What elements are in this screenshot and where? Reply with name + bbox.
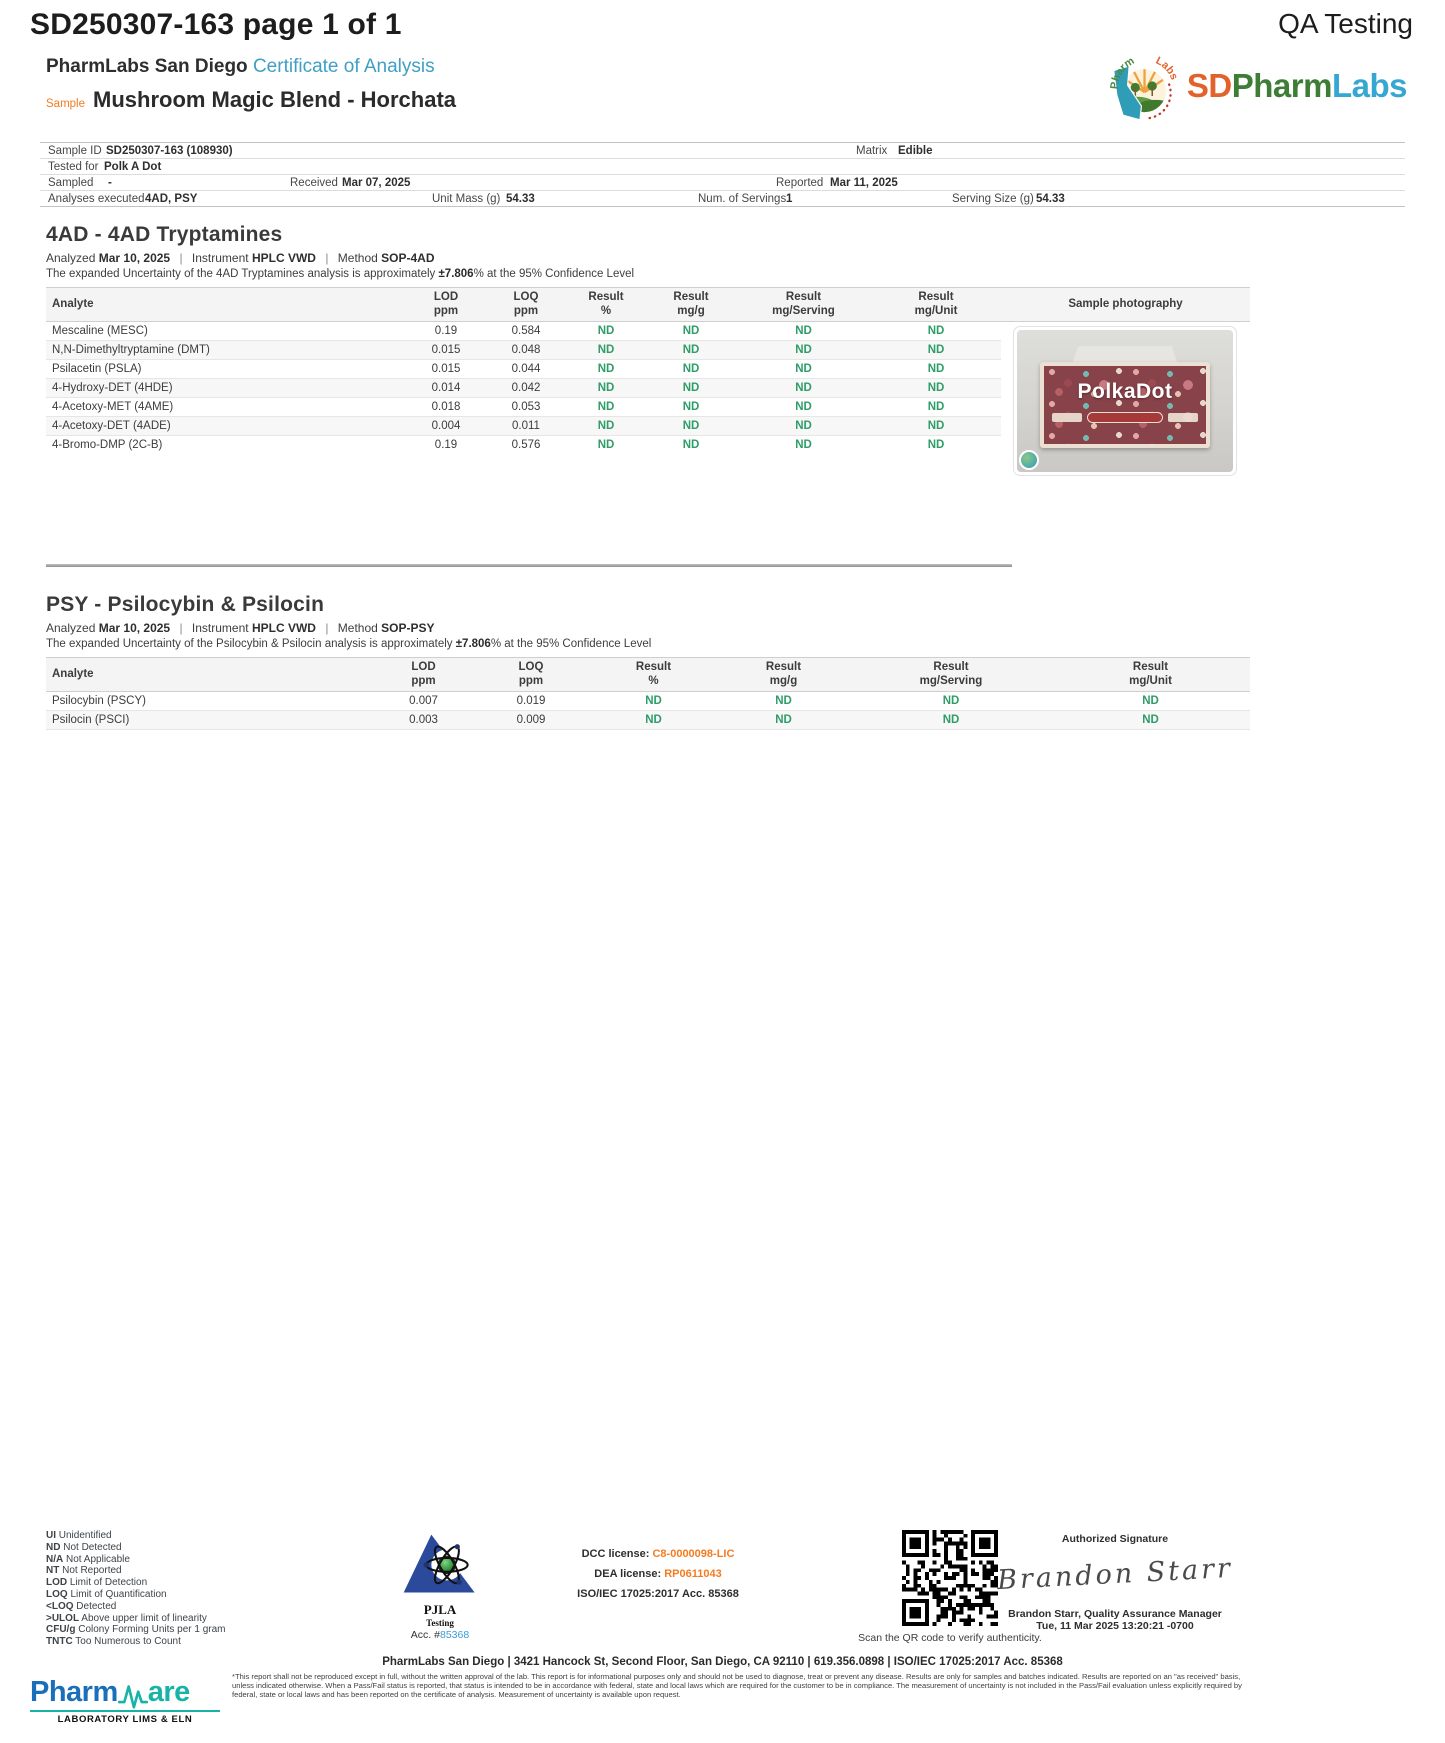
servings-value: 1 [786, 193, 793, 205]
analyte-name: Psilocin (PSCI) [46, 711, 376, 730]
section-psy-uncertainty: The expanded Uncertainty of the Psilocybin & Psilocin analysis is approximately ±7.806% at the 95% Confidence Level [46, 638, 652, 651]
col-result-mg-g: Result mg/g [646, 288, 736, 322]
analyte-row [46, 711, 1250, 730]
col-result-mg-g: Result mg/g [716, 658, 851, 692]
waveform-icon [118, 1683, 148, 1709]
lod-value: 0.007 [376, 692, 471, 711]
unit-mass-value: 54.33 [506, 193, 535, 205]
sample-info-table [40, 142, 1405, 207]
loq-value: 0.011 [486, 417, 566, 436]
pjla-accreditation-number: Acc. #85368 [410, 1629, 470, 1641]
lab-address-line: PharmLabs San Diego | 3421 Hancock St, Second Floor, San Diego, CA 92110 | 619.356.0898 | ISO/IEC 17025:2017 Acc. 85368 [382, 1656, 1063, 1668]
result-percent: ND [566, 417, 646, 436]
col-sample-photography: Sample photography [1001, 288, 1250, 322]
pharmware-logo [30, 1676, 220, 1725]
section-psy-title: PSY - Psilocybin & Psilocin [46, 593, 325, 617]
loq-value: 0.019 [471, 692, 591, 711]
sampled-label: Sampled [48, 177, 94, 189]
qr-code [902, 1530, 998, 1626]
col-lod: LOD ppm [406, 288, 486, 322]
loq-value: 0.584 [486, 322, 566, 341]
legend-item: CFU/g Colony Forming Units per 1 gram [46, 1624, 226, 1636]
loq-value: 0.576 [511, 439, 541, 452]
analyte-name: 4-Acetoxy-MET (4AME) [46, 398, 406, 417]
loq-value: 0.009 [471, 711, 591, 730]
method-value: SOP-4AD [381, 251, 435, 265]
result-mg-g: ND [682, 439, 700, 452]
result-mg-g: ND [646, 417, 736, 436]
result-mg-unit: ND [1051, 692, 1250, 711]
result-mg-serving: ND [851, 692, 1051, 711]
result-mg-unit: ND [871, 398, 1001, 417]
legend-item: N/A Not Applicable [46, 1553, 130, 1565]
servings-label: Num. of Servings [698, 193, 787, 205]
psilocybin-table [46, 657, 1250, 730]
instrument-label: Instrument [191, 621, 249, 636]
result-mg-g: ND [716, 711, 851, 730]
signer-name-title: Brandon Starr, Quality Assurance Manager [1008, 1608, 1222, 1620]
section-psy-meta [46, 621, 1445, 635]
result-mg-serving: ND [795, 439, 812, 452]
result-mg-unit: ND [871, 417, 1001, 436]
reported-label: Reported [776, 177, 824, 189]
loq-value: 0.044 [486, 360, 566, 379]
analyte-name: N,N-Dimethyltryptamine (DMT) [46, 341, 406, 360]
section-psilocybin-psilocin [46, 593, 1445, 730]
abbreviation-legend [46, 1530, 226, 1648]
info-row-dates [40, 175, 1405, 191]
method-label: Method [337, 251, 378, 265]
result-mg-g: ND [716, 692, 851, 711]
svg-text:Labs: Labs [1153, 54, 1181, 82]
section-divider [46, 564, 1012, 567]
qr-caption: Scan the QR code to verify authenticity. [858, 1632, 1042, 1644]
col-result-mg-serving: Result mg/Serving [851, 658, 1051, 692]
page-header [0, 0, 1445, 42]
page-title: SD250307-163 page 1 of 1 [30, 8, 402, 41]
col-result-mg-serving: Result mg/Serving [736, 288, 871, 322]
pharmware-wordmark: Pharm are [30, 1676, 190, 1708]
dea-license-value: RP0611043 [664, 1568, 722, 1580]
result-mg-g: ND [646, 360, 736, 379]
sub-header [0, 42, 1445, 126]
title-block [46, 52, 456, 113]
instrument-value: HPLC VWD [251, 251, 316, 265]
legend-item: LOQ Limit of Quantification [46, 1588, 167, 1600]
legend-item: LOD Limit of Detection [46, 1577, 148, 1589]
package-label-right [1168, 413, 1198, 422]
analyte-name: 4-Acetoxy-DET (4ADE) [46, 417, 406, 436]
sample-photography-cell [1001, 322, 1250, 455]
analyte-name: Psilacetin (PSLA) [46, 360, 406, 379]
report-disclaimer: *This report shall not be reproduced except in full, without the written approval of the lab. This report is for informational purposes only and should not be used to diagnose, treat or prevent any disease. Results are only for samples and batches indicated. Results are reported on an "as received" basis, unless indicated otherwise. When a Pass/Fail status is reported, that status is intended to be in accordance with federal, state and local laws which are required for the customer to be in compliance. The measurement of uncertainty is not included in the Pass/Fail evaluation unless explicitly required by federal, state or local laws and has been reported on the certificate of analysis. Measurement of uncertainty is available upon request. [232, 1672, 1242, 1700]
analyses-label: Analyses executed [48, 193, 145, 205]
dcc-license: DCC license: C8-0000098-LIC [581, 1548, 735, 1560]
matrix-value: Edible [898, 145, 933, 157]
instrument-label: Instrument [191, 251, 249, 265]
method-label: Method [337, 621, 378, 636]
sample-id-label: Sample ID [48, 145, 102, 157]
pjla-sub: Testing [426, 1618, 454, 1628]
info-row-sample-id [40, 143, 1405, 159]
col-result-mg-unit: Result mg/Unit [1051, 658, 1250, 692]
analyte-name: Psilocybin (PSCY) [46, 692, 376, 711]
separator: | [325, 251, 329, 265]
authorized-signature-heading: Authorized Signature [1061, 1533, 1169, 1545]
legend-item: >ULOL Above upper limit of linearity [46, 1612, 207, 1624]
col-analyte: Analyte [46, 288, 406, 322]
col-analyte: Analyte [46, 658, 376, 692]
pjla-accreditation [392, 1532, 488, 1641]
result-percent: ND [566, 322, 646, 341]
unit-mass-label: Unit Mass (g) [432, 193, 501, 205]
col-lod: LOD ppm [376, 658, 471, 692]
instrument-value: HPLC VWD [251, 621, 316, 636]
result-mg-g: ND [646, 322, 736, 341]
pharmlabs-logo-icon [1103, 46, 1183, 126]
table-header-row [46, 288, 1250, 322]
analyzed-label: Analyzed [46, 621, 96, 636]
section-4ad-title: 4AD - 4AD Tryptamines [46, 223, 283, 246]
result-mg-unit: ND [871, 341, 1001, 360]
received-value: Mar 07, 2025 [342, 177, 411, 189]
col-result-pct: Result % [591, 658, 716, 692]
doc-type-label: Certificate of Analysis [252, 56, 435, 77]
dcc-license-value: C8-0000098-LIC [652, 1548, 735, 1560]
result-mg-unit: ND [871, 360, 1001, 379]
sample-label: Sample [46, 98, 85, 110]
result-mg-g: ND [646, 379, 736, 398]
result-mg-g: ND [646, 341, 736, 360]
tryptamines-table [46, 287, 1250, 454]
sample-photo [1013, 326, 1237, 476]
iso-accreditation: ISO/IEC 17025:2017 Acc. 85368 [577, 1588, 739, 1600]
pjla-name: PJLA [423, 1602, 457, 1617]
col-result-mg-unit: Result mg/Unit [871, 288, 1001, 322]
col-loq: LOQ ppm [486, 288, 566, 322]
loq-value: 0.048 [486, 341, 566, 360]
result-percent: ND [566, 379, 646, 398]
serving-size-value: 54.33 [1036, 193, 1065, 205]
result-mg-serving: ND [736, 322, 871, 341]
result-mg-unit: ND [1051, 711, 1250, 730]
sdpharmlabs-wordmark: SDPharmLabs [1186, 67, 1407, 104]
table-header-row [46, 658, 1250, 692]
section-4ad-meta [46, 251, 1445, 265]
result-mg-unit: ND [871, 322, 1001, 341]
section-4ad-uncertainty: The expanded Uncertainty of the 4AD Tryptamines analysis is approximately ±7.806% at the 95% Confidence Level [46, 268, 635, 280]
separator: | [325, 621, 329, 636]
package-label-left [1052, 413, 1082, 422]
lod-value: 0.015 [406, 360, 486, 379]
info-row-tested-for [40, 159, 1405, 175]
sample-name: Mushroom Magic Blend - Horchata [93, 87, 457, 112]
section-4ad-tryptamines [46, 223, 1445, 454]
result-percent: ND [566, 360, 646, 379]
product-brand-text: PolkaDot [1077, 380, 1173, 404]
loq-value: 0.053 [486, 398, 566, 417]
legend-item: <LOQ Detected [46, 1600, 117, 1612]
svg-text:Pharm: Pharm [1108, 54, 1137, 90]
lab-name: PharmLabs San Diego [46, 56, 248, 77]
license-block [548, 1548, 768, 1608]
lod-value: 0.19 [434, 439, 458, 452]
qa-testing-label: QA Testing [1278, 8, 1413, 39]
result-mg-serving: ND [851, 711, 1051, 730]
lod-value: 0.004 [406, 417, 486, 436]
analyses-value: 4AD, PSY [145, 193, 198, 205]
col-loq: LOQ ppm [471, 658, 591, 692]
lod-value: 0.015 [406, 341, 486, 360]
result-percent: ND [591, 711, 716, 730]
lod-value: 0.014 [406, 379, 486, 398]
sample-photo-background [1017, 330, 1233, 472]
analyte-name: 4-Bromo-DMP (2C-B) [52, 439, 163, 452]
lab-title-line [46, 56, 456, 78]
result-mg-unit: ND [871, 379, 1001, 398]
legend-item: UI Unidentified [46, 1530, 112, 1541]
pharmware-tagline: LABORATORY LIMS & ELN [30, 1710, 220, 1725]
sampled-value: - [108, 177, 112, 189]
tested-for-value: Polk A Dot [104, 161, 162, 173]
loq-value: 0.042 [486, 379, 566, 398]
serving-size-label: Serving Size (g) [952, 193, 1034, 205]
matrix-label: Matrix [856, 145, 888, 157]
analyte-name: Mescaline (MESC) [46, 322, 406, 341]
product-package [1040, 362, 1210, 448]
lod-value: 0.003 [376, 711, 471, 730]
analyzed-label: Analyzed [46, 251, 96, 265]
separator: | [179, 251, 183, 265]
signature-block [990, 1533, 1240, 1632]
info-row-analyses [40, 191, 1405, 207]
legend-item: NT Not Reported [46, 1565, 122, 1577]
signature-datetime: Tue, 11 Mar 2025 13:20:21 -0700 [1036, 1620, 1194, 1632]
lod-value: 0.19 [406, 322, 486, 341]
result-percent: ND [566, 341, 646, 360]
result-mg-unit: ND [927, 439, 945, 452]
result-percent: ND [566, 398, 646, 417]
analyzed-date: Mar 10, 2025 [98, 621, 171, 636]
result-mg-serving: ND [736, 417, 871, 436]
dea-license: DEA license: RP0611043 [594, 1568, 722, 1580]
package-label-center [1087, 412, 1163, 423]
result-percent: ND [591, 692, 716, 711]
legend-item: TNTC Too Numerous to Count [46, 1636, 181, 1648]
sample-title-line [46, 87, 456, 113]
result-mg-serving: ND [736, 379, 871, 398]
result-percent: ND [597, 439, 615, 452]
result-mg-serving: ND [736, 341, 871, 360]
separator: | [179, 621, 183, 636]
pjla-logo-icon [396, 1532, 484, 1596]
received-label: Received [290, 177, 338, 189]
sdpharmlabs-brand [1103, 46, 1407, 126]
analyte-row [46, 692, 1250, 711]
col-result-pct: Result % [566, 288, 646, 322]
result-mg-g: ND [646, 398, 736, 417]
lod-value: 0.018 [406, 398, 486, 417]
analyte-name: 4-Hydroxy-DET (4HDE) [46, 379, 406, 398]
legend-item: ND Not Detected [46, 1541, 122, 1553]
tested-for-label: Tested for [48, 161, 99, 173]
analyzed-date: Mar 10, 2025 [98, 251, 171, 265]
result-mg-serving: ND [736, 360, 871, 379]
signature-script: Brandon Starr [996, 1552, 1234, 1597]
sample-id-value: SD250307-163 (108930) [106, 145, 233, 157]
result-mg-serving: ND [736, 398, 871, 417]
reported-value: Mar 11, 2025 [830, 177, 898, 189]
analyte-row [46, 322, 1250, 341]
lab-sticker-icon [1019, 450, 1039, 470]
method-value: SOP-PSY [381, 621, 435, 636]
